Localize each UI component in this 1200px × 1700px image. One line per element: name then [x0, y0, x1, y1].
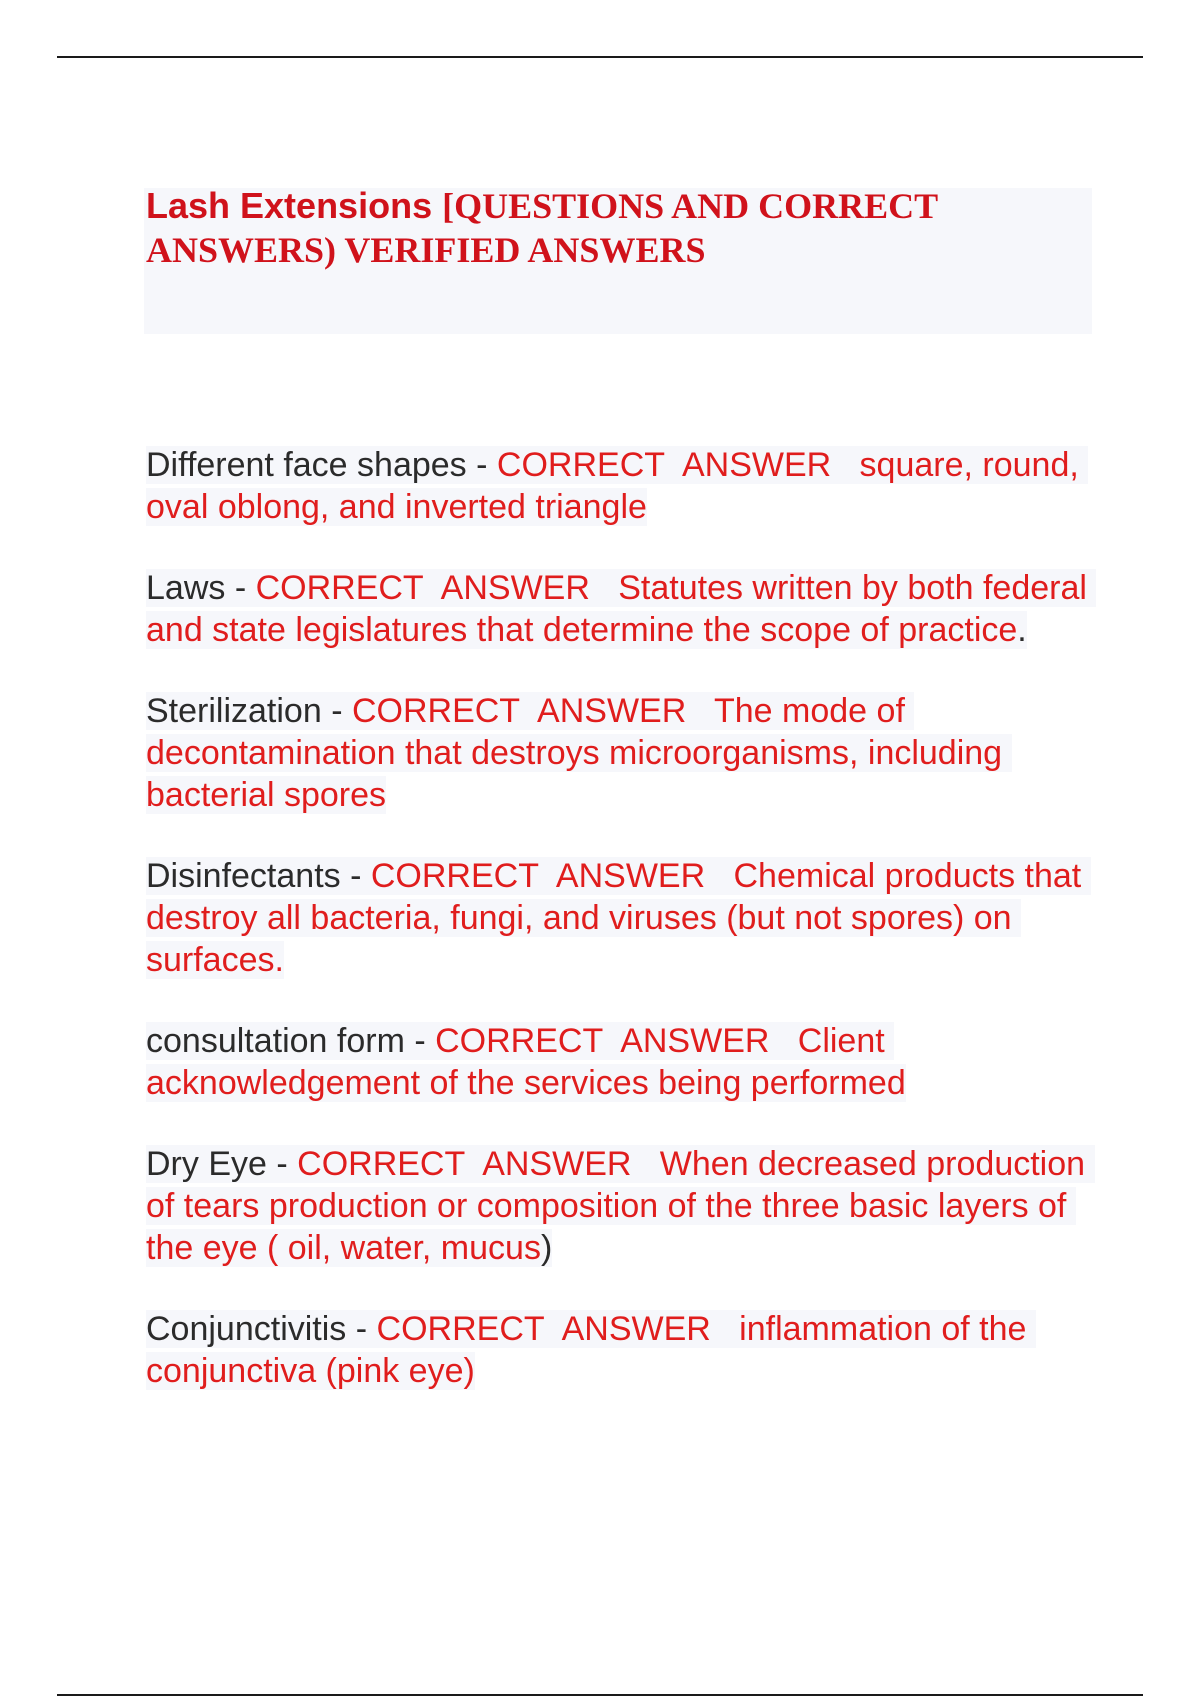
title-description: [QUESTIONS AND CORRECT ANSWERS) VERIFIED ANSWERS [146, 186, 938, 270]
qa-term: Different face shapes [146, 446, 467, 484]
qa-separator: - [466, 446, 497, 484]
qa-separator: - [225, 569, 256, 607]
correct-answer-label: CORRECT ANSWER [370, 857, 706, 895]
qa-term: Conjunctivitis [146, 1310, 347, 1348]
qa-item [146, 444, 1106, 528]
qa-answer: Chemical products that destroy all bacteria, fungi, and viruses (but not spores) on surfaces. [146, 857, 1091, 979]
qa-separator: - [346, 1310, 377, 1348]
qa-term: Sterilization [146, 692, 322, 730]
document-title [146, 184, 1076, 272]
qa-term: Laws [146, 569, 226, 607]
correct-answer-label: CORRECT ANSWER [297, 1145, 632, 1183]
correct-answer-label: CORRECT ANSWER [255, 569, 590, 607]
qa-term: Disinfectants [146, 857, 341, 895]
page-bottom-rule [57, 1694, 1143, 1696]
qa-answer: square, round, oval oblong, and inverted triangle [146, 446, 1089, 526]
qa-item [146, 1308, 1106, 1392]
qa-answer: When decreased production of tears production or composition of the three basic layers of the eye ( oil, water, mucus [146, 1145, 1095, 1267]
qa-separator: - [404, 1022, 436, 1060]
qa-item [146, 567, 1106, 651]
qa-tail: ) [540, 1229, 553, 1267]
qa-list [146, 444, 1106, 1431]
qa-answer: Statutes written by both federal and state legislatures that determine the scope of practice [146, 569, 1097, 649]
correct-answer-label: CORRECT ANSWER [376, 1310, 711, 1348]
qa-tail: . [1017, 611, 1027, 649]
qa-item [146, 1020, 1106, 1104]
title-topic: Lash Extensions [146, 185, 443, 226]
correct-answer-label: CORRECT ANSWER [496, 446, 832, 484]
correct-answer-label: CORRECT ANSWER [351, 692, 687, 730]
qa-answer: The mode of decontamination that destroys microorganisms, including bacterial spores [146, 692, 1012, 814]
qa-term: Dry Eye [146, 1145, 267, 1183]
qa-item [146, 1143, 1106, 1269]
correct-answer-label: CORRECT ANSWER [435, 1022, 770, 1060]
qa-answer: inflammation of the conjunctiva (pink eye) [146, 1310, 1036, 1390]
qa-separator: - [340, 857, 371, 895]
qa-separator: - [266, 1145, 298, 1183]
qa-term: consultation form [146, 1022, 405, 1060]
page-top-rule [57, 56, 1143, 58]
qa-answer: Client acknowledgement of the services being performed [146, 1022, 906, 1102]
qa-separator: - [321, 692, 352, 730]
qa-item [146, 690, 1106, 816]
qa-item [146, 855, 1106, 981]
